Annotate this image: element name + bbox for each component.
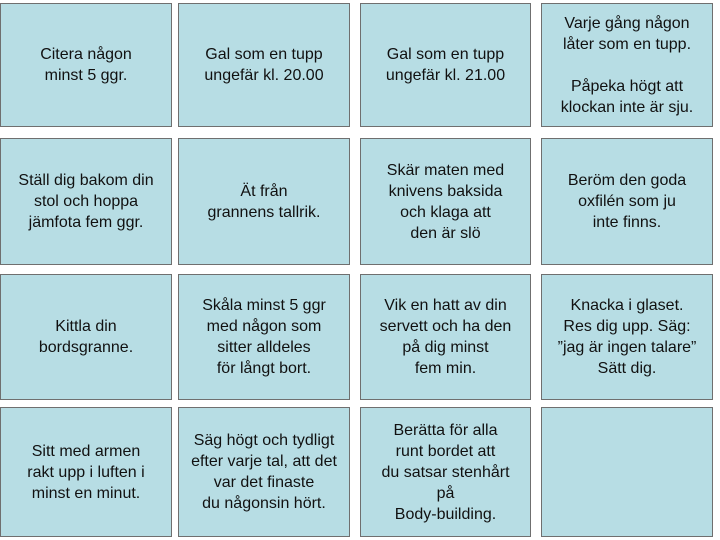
card-text: Sitt med armen rakt upp i luften i minst en minut.: [27, 442, 145, 502]
card-13: [0, 407, 172, 537]
card-text: Varje gång någon låter som en tupp. Påpeka högt att klockan inte är sju.: [560, 14, 694, 116]
card-text: Gal som en tupp ungefär kl. 20.00: [204, 46, 324, 84]
card-text: Berätta för alla runt bordet att du satsar stenhårt på Body-building.: [381, 421, 510, 523]
card-11: [360, 274, 531, 400]
card-2: [178, 3, 350, 127]
card-14: [178, 407, 350, 537]
card-1: [0, 3, 172, 127]
card-text: Skåla minst 5 ggr med någon som sitter alldeles för långt bort.: [202, 297, 326, 377]
card-text: Säg högt och tydligt efter varje tal, att det var det finaste du någonsin hört.: [191, 432, 337, 512]
card-text: Beröm den goda oxfilén som ju inte finns.: [567, 172, 687, 231]
card-16-empty: [541, 407, 713, 537]
card-text: Knacka i glaset. Res dig upp. Säg: ”jag är ingen talare” Sätt dig.: [557, 297, 697, 377]
card-text: Kittla din bordsgranne.: [38, 318, 134, 356]
card-5: [0, 138, 172, 265]
card-4: [541, 3, 713, 127]
card-text: Ställ dig bakom din stol och hoppa jämfota fem ggr.: [18, 172, 154, 231]
card-text: Ät från grannens tallrik.: [207, 182, 321, 221]
card-text: Skär maten med knivens baksida och klaga att den är slö: [386, 161, 505, 242]
card-7: [360, 138, 531, 265]
card-15: [360, 407, 531, 537]
card-10: [178, 274, 350, 400]
card-3: [360, 3, 531, 127]
card-text: Gal som en tupp ungefär kl. 21.00: [385, 46, 506, 84]
card-12: [541, 274, 713, 400]
card-9: [0, 274, 172, 400]
card-text: Vik en hatt av din servett och ha den på dig minst fem min.: [379, 297, 512, 377]
card-text: Citera någon minst 5 ggr.: [40, 46, 132, 84]
card-8: [541, 138, 713, 265]
card-6: [178, 138, 350, 265]
